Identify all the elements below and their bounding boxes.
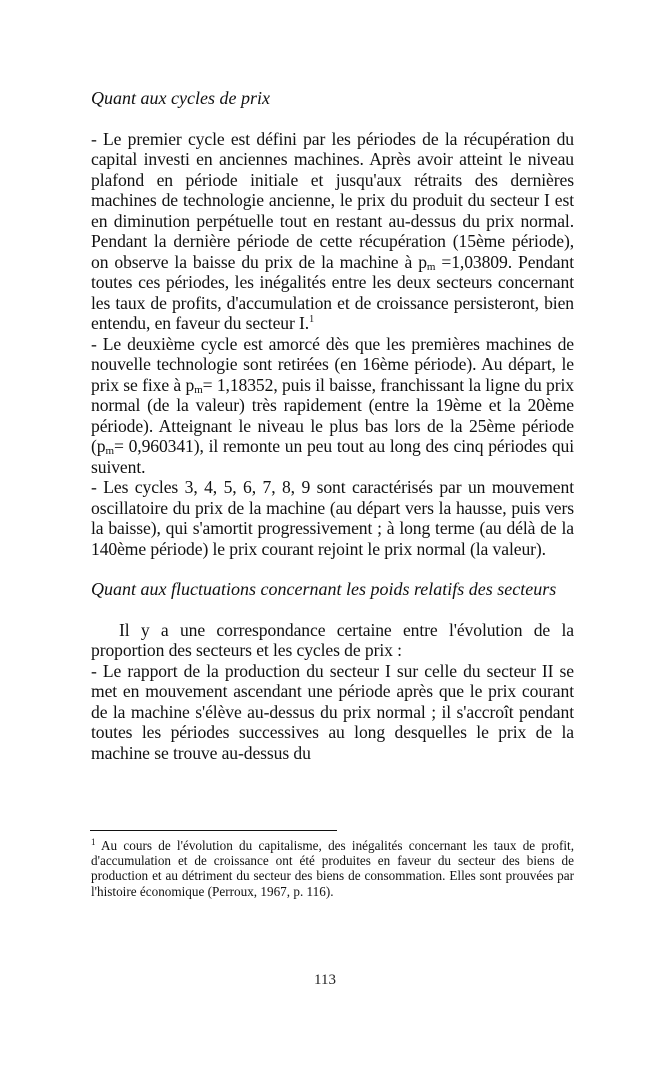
paragraph-second-cycle: - Le deuxième cycle est amorcé dès que les premières machines de nouvelle technologie sont retirées (en 16ème période). Au départ, le prix se fixe à $p_m= 1,18352$, puis il baisse, franchissant la ligne du prix normal (de la valeur) très rapidement (entre la 19ème et la 20ème période). Atteignant le niveau le plus bas lors de la 25ème période $(p_m= 0,960341)$, il remonte un peu tout au long des cinq périodes qui suivent. — [91, 333, 574, 477]
paragraph-other-cycles: - Les cycles 3, 4, 5, 6, 7, 8, 9 sont caractérisés par un mouvement oscillatoire du prix de la machine (au départ vers la hausse, puis vers la baisse), qui s'amortit progressivement ; à long terme (au délà de la 140ème période) le prix courant rejoint le prix normal (la valeur). — [91, 477, 574, 559]
footnote-text: Au cours de l'évolution du capitalisme, des inégalités concernant les taux de profit, d'accumulation et de croissance ont été produites en faveur du secteur des biens de production et au détriment du secteur des biens de consommation. Elles sont prouvées par l'histoire économique (Perroux, 1967, p. 116). — [91, 838, 574, 899]
section-heading-sector-weights: Quant aux fluctuations concernant les poids relatifs des secteurs — [91, 579, 557, 599]
page-number: 113 — [314, 972, 336, 988]
section-heading-price-cycles: Quant aux cycles de prix — [91, 88, 270, 108]
paragraph-intro-correspondence: Il y a une correspondance certaine entre l'évolution de la proportion des secteurs et les cycles de prix : — [91, 619, 574, 660]
paragraph-first-cycle: - Le premier cycle est défini par les périodes de la récupération du capital investi en anciennes machines. Après avoir atteint le niveau plafond en période initiale et jusqu'aux rétraits des dernières machines de technologie ancienne, le prix du produit du secteur I est en diminution perpétuelle tout en restant au-dessus du prix normal. Pendant la dernière période de cette récupération (15ème période), on observe la baisse du prix de la machine à $p_m =1,03809$. Pendant toutes ces périodes, les inégalités entre les deux secteurs concernant les taux de profits, d'accumulation et de croissance persisteront, bien entendu, en faveur du secteur I.$^1$ — [91, 128, 574, 333]
footnote-divider — [90, 830, 337, 831]
footnote — [91, 838, 574, 899]
footnote-reference[interactable]: 1 — [309, 314, 314, 325]
footnote-number: 1 — [91, 837, 96, 847]
paragraph-production-ratio: - Le rapport de la production du secteur I sur celle du secteur II se met en mouvement ascendant une période après que le prix courant de la machine s'élève au-dessus du prix normal ; il s'accroît pendant toutes les périodes successives au long desquelles le prix de la machine se trouve au-dessus du — [91, 660, 574, 763]
page-body — [91, 88, 574, 763]
